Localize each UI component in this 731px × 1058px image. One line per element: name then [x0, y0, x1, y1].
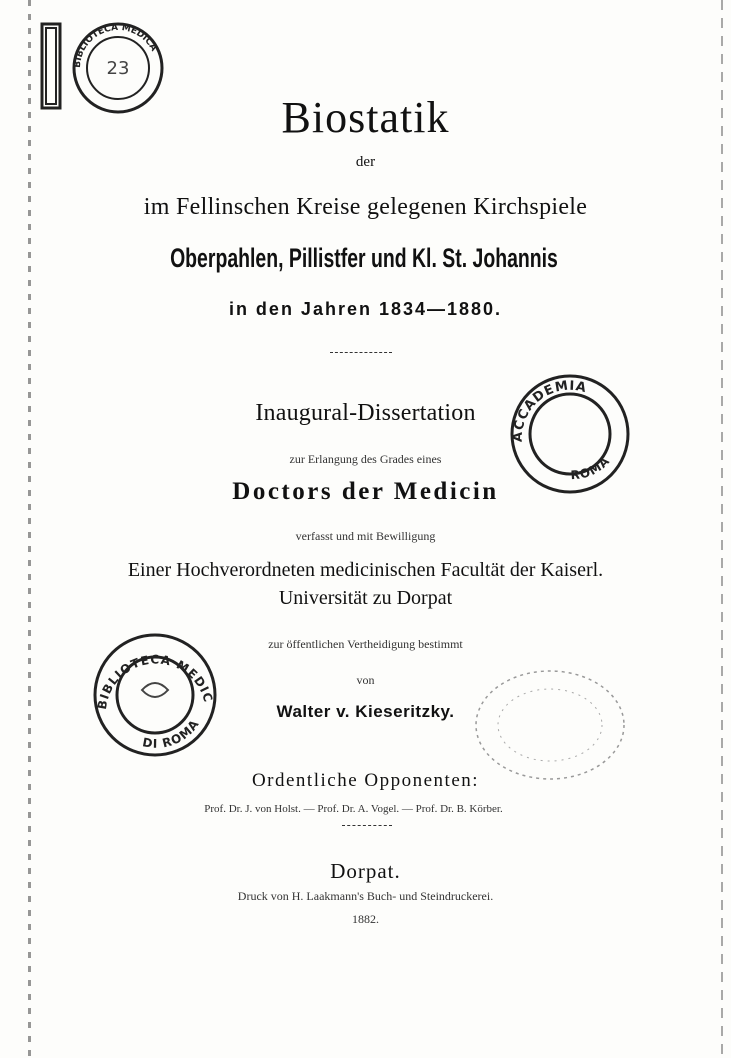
- faculty-line-2: Universität zu Dorpat: [278, 587, 453, 609]
- library-stamp-text: BIBLIOTECA MEDICA: [72, 22, 159, 69]
- academia-stamp-city: ROMA: [570, 453, 613, 483]
- subtitle-line-1: im Fellinschen Kreise gelegenen Kirchspiele: [143, 194, 588, 220]
- divider-rule-top: [330, 352, 392, 353]
- years-line: in den Jahren 1834—1880.: [228, 299, 503, 319]
- opponents-list: Prof. Dr. J. von Holst. — Prof. Dr. A. Vogel. — Prof. Dr. B. Körber.: [204, 803, 503, 815]
- biblioteca-stamp-text: BIBLIOTECA MEDICA: [84, 619, 216, 711]
- document-title: Biostatik: [281, 93, 450, 142]
- publication-year: 1882.: [352, 912, 379, 926]
- library-stamp-number: 23: [106, 58, 130, 79]
- academia-stamp-text: ACCADEMIA: [510, 378, 589, 443]
- biblioteca-stamp-city: DI ROMA: [141, 716, 203, 751]
- divider-rule-bottom: [342, 825, 392, 826]
- faculty-line-1: Einer Hochverordneten medicinischen Facultät der Kaiserl.: [127, 559, 604, 581]
- by-line: von: [356, 673, 375, 687]
- dissertation-heading: Inaugural-Dissertation: [255, 400, 476, 426]
- authorized-line: verfasst und mit Bewilligung: [295, 529, 436, 543]
- defense-line: zur öffentlichen Vertheidigung bestimmt: [268, 637, 463, 651]
- purpose-line: zur Erlangung des Grades eines: [289, 452, 442, 466]
- publication-city: Dorpat.: [330, 859, 401, 883]
- subtitle-line-2: Oberpahlen, Pillistfer und Kl. St. Johannis: [170, 243, 558, 273]
- opponents-heading: Ordentliche Opponenten:: [251, 770, 480, 791]
- author-name: Walter v. Kieseritzky.: [276, 702, 455, 721]
- degree-line: Doctors der Medicin: [232, 478, 499, 505]
- printer-line: Druck von H. Laakmann's Buch- und Steindruckerei.: [237, 889, 494, 903]
- title-connector: der: [355, 154, 376, 170]
